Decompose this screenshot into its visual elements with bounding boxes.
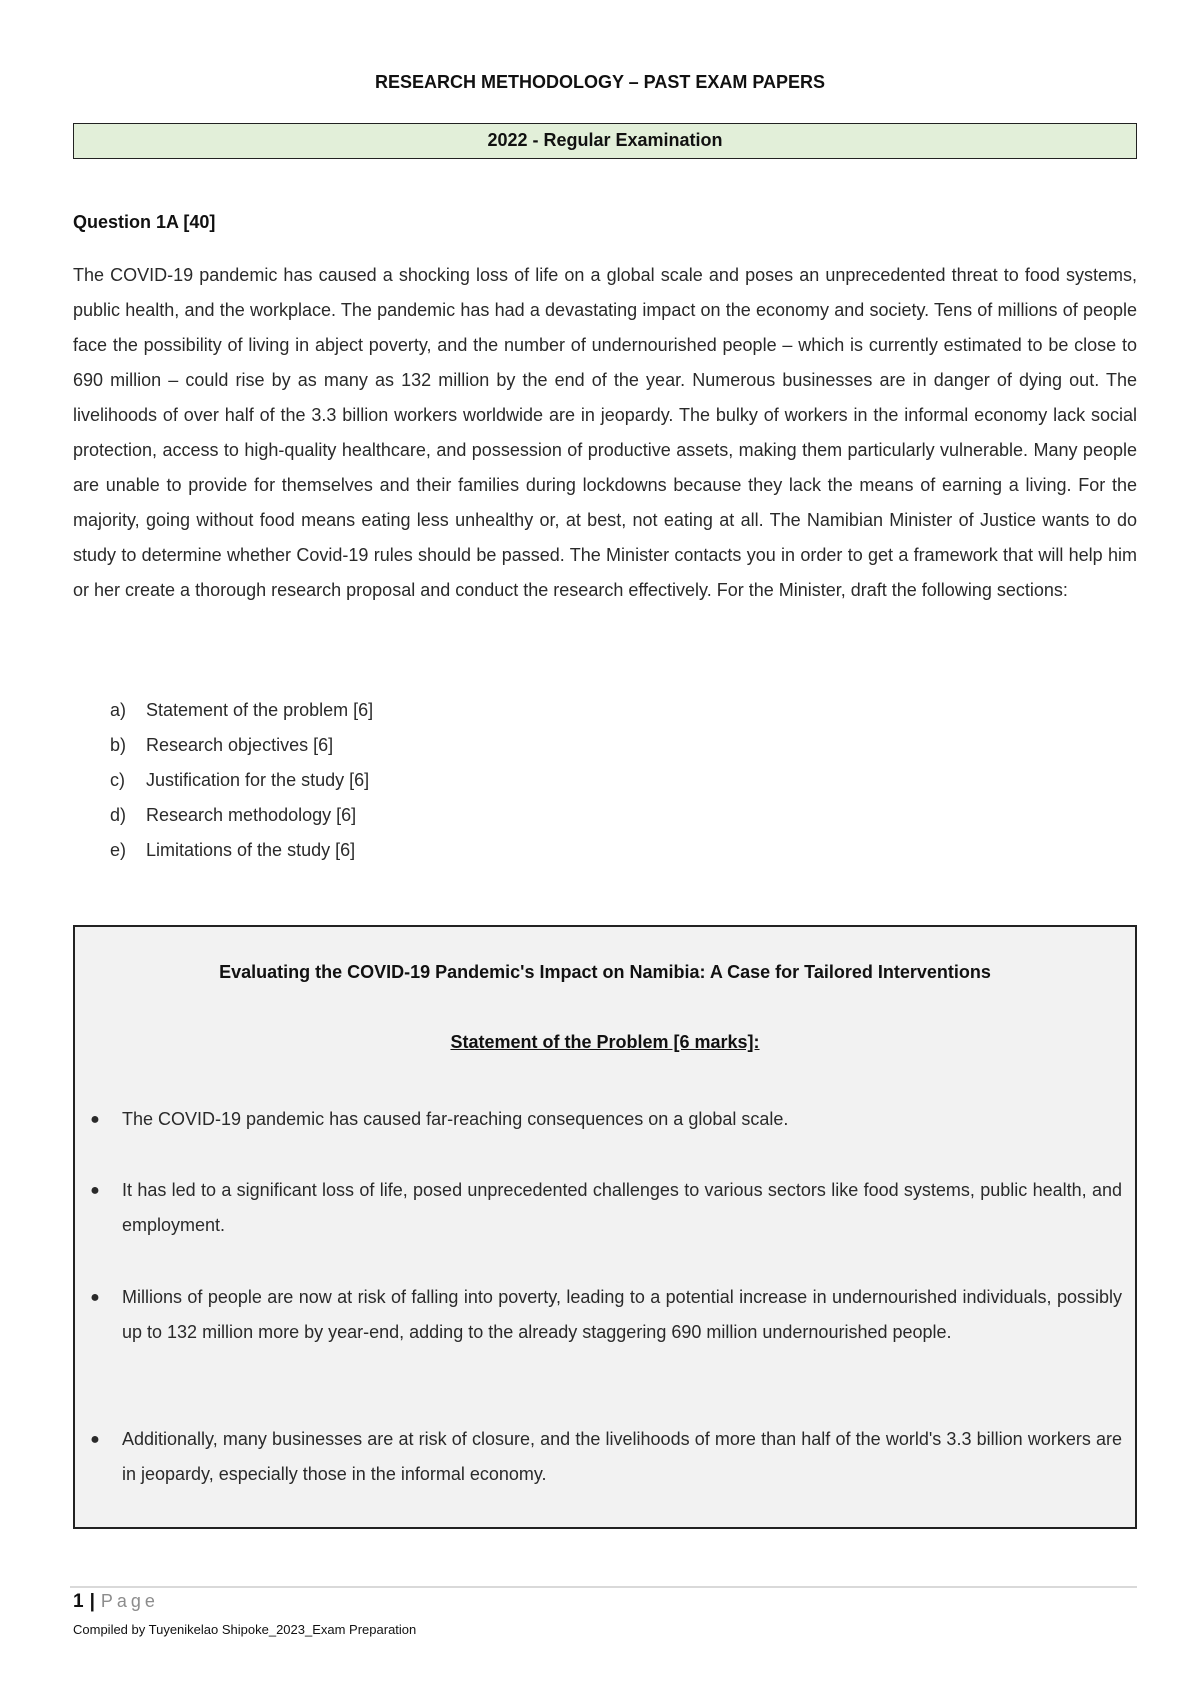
list-item: [110, 763, 373, 798]
footer-rule: [70, 1586, 1137, 1588]
exam-banner: 2022 - Regular Examination: [73, 123, 1137, 159]
question-body: The COVID-19 pandemic has caused a shocking loss of life on a global scale and poses an unprecedented threat to food systems, public health, and the workplace. The pandemic has had a devastating impact on the economy and society. Tens of millions of people face the possibility of living in abject poverty, and the number of undernourished people – which is currently estimated to be close to 690 million – could rise by as many as 132 million by the end of the year. Numerous businesses are in danger of dying out. The livelihoods of over half of the 3.3 billion workers worldwide are in jeopardy. The bulky of workers in the informal economy lack social protection, access to high-quality healthcare, and possession of productive assets, making them particularly vulnerable. Many people are unable to provide for themselves and their families during lockdowns because they lack the means of earning a living. For the majority, going without food means eating less unhealthy or, at best, not eating at all. The Namibian Minister of Justice wants to do study to determine whether Covid-19 rules should be passed. The Minister contacts you in order to get a framework that will help him or her create a thorough research proposal and conduct the research effectively. For the Minister, draft the following sections:: [73, 265, 1137, 600]
list-marker: b): [110, 735, 127, 755]
list-item: [110, 728, 373, 763]
answer-subtitle: Statement of the Problem [6 marks]:: [450, 1032, 760, 1052]
bullet-text: Additionally, many businesses are at risk of closure, and the livelihoods of more than half of the world's 3.3 billion workers are in jeopardy, especially those in the informal economy.: [122, 1429, 1122, 1484]
bullet-text: The COVID-19 pandemic has caused far-reaching consequences on a global scale.: [122, 1109, 789, 1129]
question-heading: Question 1A [40]: [73, 212, 216, 232]
bullet-text: It has led to a significant loss of life, posed unprecedented challenges to various sectors like food systems, public health, and employment.: [122, 1180, 1122, 1235]
sections-list: [110, 693, 373, 868]
list-marker: e): [110, 840, 127, 860]
list-marker: a): [110, 700, 127, 720]
answer-box: [73, 925, 1137, 1529]
page-number: 1: [73, 1591, 84, 1612]
page-separator: |: [89, 1591, 95, 1612]
page-word: Page: [100, 1591, 159, 1611]
list-item-text: Limitations of the study [6]: [146, 840, 356, 860]
bullet-icon: ●: [90, 1182, 100, 1199]
list-item: [110, 798, 373, 833]
footer-page-number: [73, 1591, 159, 1613]
answer-title: Evaluating the COVID-19 Pandemic's Impact on Namibia: A Case for Tailored Interventions: [219, 962, 991, 982]
footer-credit: Compiled by Tuyenikelao Shipoke_2023_Exam Preparation: [73, 1622, 417, 1637]
bullet-text: Millions of people are now at risk of falling into poverty, leading to a potential increase in undernourished individuals, possibly up to 132 million more by year-end, adding to the already staggering 690 million undernourished people.: [122, 1287, 1122, 1342]
list-marker: d): [110, 805, 127, 825]
list-item-text: Justification for the study [6]: [146, 770, 370, 790]
list-item-text: Statement of the problem [6]: [146, 700, 374, 720]
list-item-text: Research objectives [6]: [146, 735, 334, 755]
bullet-icon: ●: [90, 1289, 100, 1306]
list-marker: c): [110, 770, 125, 790]
list-item: [110, 833, 373, 868]
bullet-icon: ●: [90, 1431, 100, 1448]
bullet-icon: ●: [90, 1111, 100, 1128]
list-item-text: Research methodology [6]: [146, 805, 357, 825]
page-title: RESEARCH METHODOLOGY – PAST EXAM PAPERS: [374, 72, 826, 92]
list-item: [110, 693, 373, 728]
